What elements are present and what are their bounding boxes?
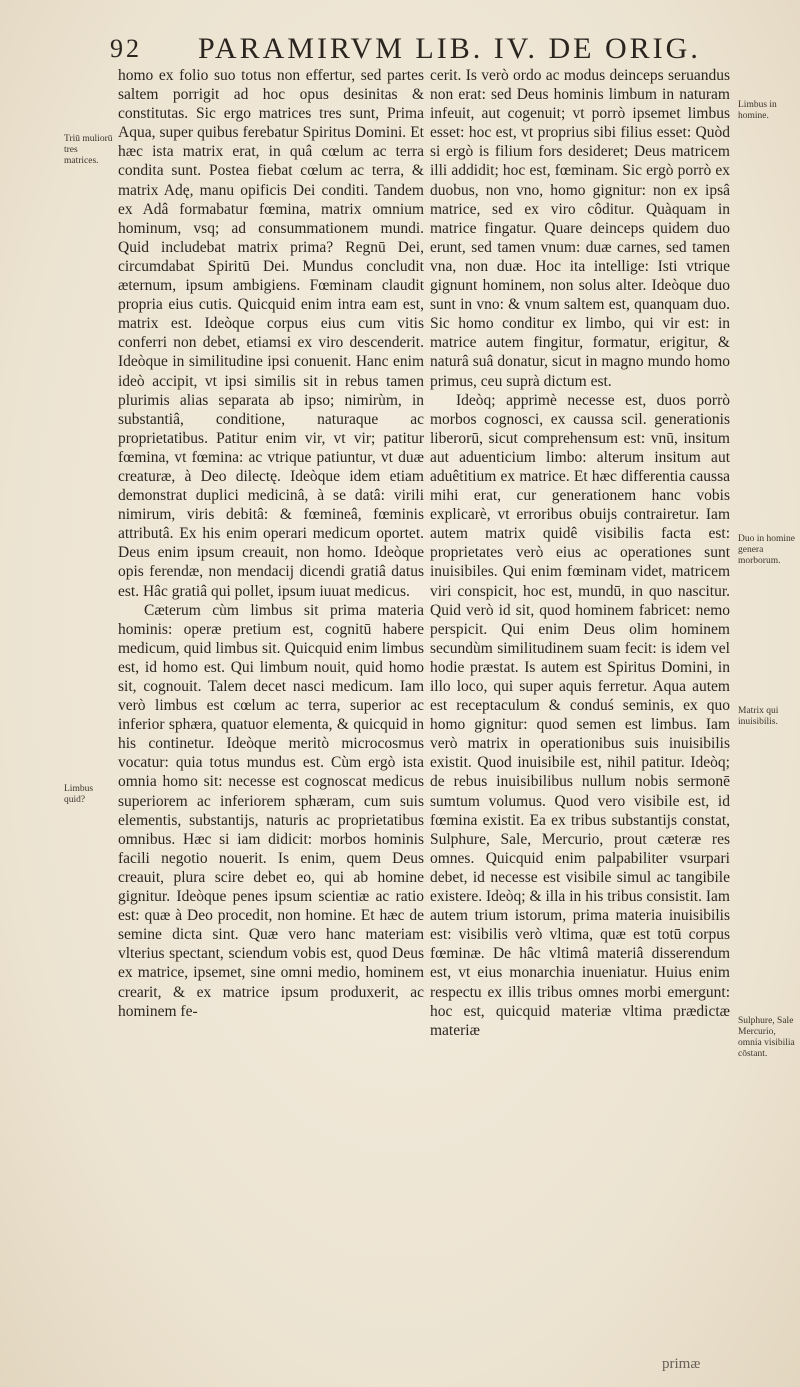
left-paragraph-1: homo ex folio suo totus non effertur, sed partes saltem porrigit ad hoc opus desinitas & constitutas. Sic ergo matrices tres sunt, Prima Aqua, super quibus ferebatur Spiritus Domini. Et hæc ista matrix erat, in quâ cœlum ac terra condita sunt. Postea fiebat cœlum ac terra, & matrix Adę, manu opificis Dei conditi. Tandem ex Adâ formabatur fœmina, matrix omnium hominum, vsq; ad consummationem mundi. Quid includebat matrix prima? Regnū Dei, circumdabat Spiritū Dei. Mundus concludit æternum, ipsum ambigiens. Fœminam claudit propria eius cutis. Quicquid enim intra eam est, matrix est. Ideòque corpus eius cum vitis conferri non debet, etiamsi ex viro descenderit. Ideòque in similitudine ipsi conuenit. Hanc enim ideò accipit, vt ipsi similis sit in rebus tamen plurimis alias separata ab ipso; nimirùm, in substantiâ, conditione, naturaque ac proprietatibus. Patitur enim vir, vt vir; patitur fœmina, vt fœmina: ac vtrique patiuntur, vt duæ creaturæ, à Deo dilectę. Ideòque idem etiam demonstrat duplici medicinâ, à se datâ: virili nimirum, viris debitâ: & fœmineâ, fœminis attributâ. Ex his enim operari medicum oportet. Deus enim ipsum creauit, non homo. Ideòque opis ferendæ, non mendacij dicendi gratiâ datus est. Hâc gratiâ qui pollet, ipsum iuuat medicus. [118,67,424,600]
right-paragraph-2: Ideòq; apprimè necesse est, duos porrò morbos cognosci, ex caussa scil. generationis liberorū, sicut comprehensum est: vnū, insitum aut aduenticium limbo: alterum insitum aut aduêtitium ex matrice. Et hæc differentia caussa mihi erat, cur generationem hanc vobis explicarè, vt erroribus obuijs contrairetur. Iam autem matrix quidê visibilis facta est: proprietates verò eius ac operationes sunt inuisibiles. Qui enim fœminam videt, matricem viri conspicit, hoc est, mundū, in quo nascitur. Quid verò id sit, quod hominem fabricet: nemo perspicit. Qui enim Deus olim hominem secundùm similitudinem suam fecit: is idem vel hodie præstat. Is autem est Spiritus Domini, in illo loco, qui super aquis ferretur. Aqua autem est receptaculum & conduś seminis, ex quo homo gignitur: quod semen est limbus. Iam verò matrix in operationibus suis inuisibilis existit. Quod inuisibile est, nihil patitur. Ideòq; de rebus inuisibilibus nullum nobis sermonē sumtum volumus. Quod vero visibile est, id fœmina existit. Ea ex tribus substantijs constat, Sulphure, Sale, Mercurio, prout cæteræ res omnes. Quicquid enim palpabiliter vsurpari debet, id necesse est visibile simul ac tangibile existere. Ideòq; & illa in his tribus consistit. Iam autem trium istorum, prima materia inuisibilis est: visibilis verò vltima, quæ est totū corpus fœminæ. De hâc vltimâ materiâ disserendum est, vt eius monarchia inueniatur. Huius enim respectu ex illis tribus omnes morbi emergunt: hoc est, quicquid materiæ vltima prædictæ materiæ [430,391,730,1039]
margin-note-matrix-inuisibilis: Matrix qui inuisibilis. [738,706,779,727]
catchword: primæ [662,1356,701,1372]
left-paragraph-2: Cæterum cùm limbus sit prima materia hominis: operæ pretium est, cognitū habere medicum, quid limbus sit. Quicquid enim limbus est, id homo est. Qui limbum nouit, quid homo sit, cognouit. Talem decet nasci medicum. Iam verò limbus est cœlum ac terra, superior ac inferior sphæra, quatuor elementa, & quicquid in his continetur. Ideòque meritò microcosmus vocatur: quia totus mundus est. Cùm ergò ista omnia homo sit: necesse est cognoscat medicus superiorem ac inferiorem sphæram, cum suis elementis, substantijs, naturis ac proprietatibus omnibus. Hæc si iam didicit: morbos hominis facili negotio nouerit. Is enim, quem Deus creauit, plura scire debet eo, qui ab homine gignitur. Ideòque penes ipsum scientiæ ac ratio est: quæ à Deo procedit, non homine. Et hæc de semine dicta sint. Quæ vero hanc materiam vlterius spectant, sciendum vobis est, quod Deus ex matrice, ipsemet, sine omni medio, hominem crearit, & ex matrice ipsum produxerit, ac hominem fe- [118,601,424,1020]
margin-note-morborum: Duo in homine genera morborum. [738,534,795,566]
margin-note-limbus-homine: Limbus in homine. [738,100,777,121]
running-head: PARAMIRVM LIB. IV. DE ORIG. [198,32,701,65]
left-text-column [118,66,424,1021]
page-number: 92 [110,34,142,63]
margin-note-sulphure: Sulphure, Sale Mercurio, omnia visibilia cōstant. [738,1016,795,1059]
margin-note-limbus: Limbus quid? [64,784,94,805]
right-text-column [430,66,730,1040]
right-paragraph-1: cerit. Is verò ordo ac modus deinceps seruandus non erat: sed Deus hominis limbum in naturam infeuit, aut cogenuit; vt porrò ipsemet limbus esset: hoc est, vt proprius sibi filius esset: Quòd si ergò is filium fors desideret; Deus matricem illi addidit; hoc est, fœminam. Sic ergò porrò ex duobus, non vno, homo gignitur: non ex ipsâ matrice, sed ex viro côditur. Quàquam in matrice fingatur. Quare deinceps quidem duo erunt, sed tamen vnum: duæ carnes, sed tamen vna, non duæ. Hoc ita intellige: Isti vtrique gignunt hominem, non solus alter. Ideòque duo sunt in vno: & vnum saltem est, quanquam duo. Sic homo conditur ex limbo, qui vir est: in matrice autem fingitur, formatur, erigitur, & naturâ suâ donatur, sicut in magno mundo homo primus, ceu suprà dictum est. [430,67,730,390]
margin-note-matrices: Triū muliorū tres matrices. [64,134,113,166]
page-header [110,30,760,70]
